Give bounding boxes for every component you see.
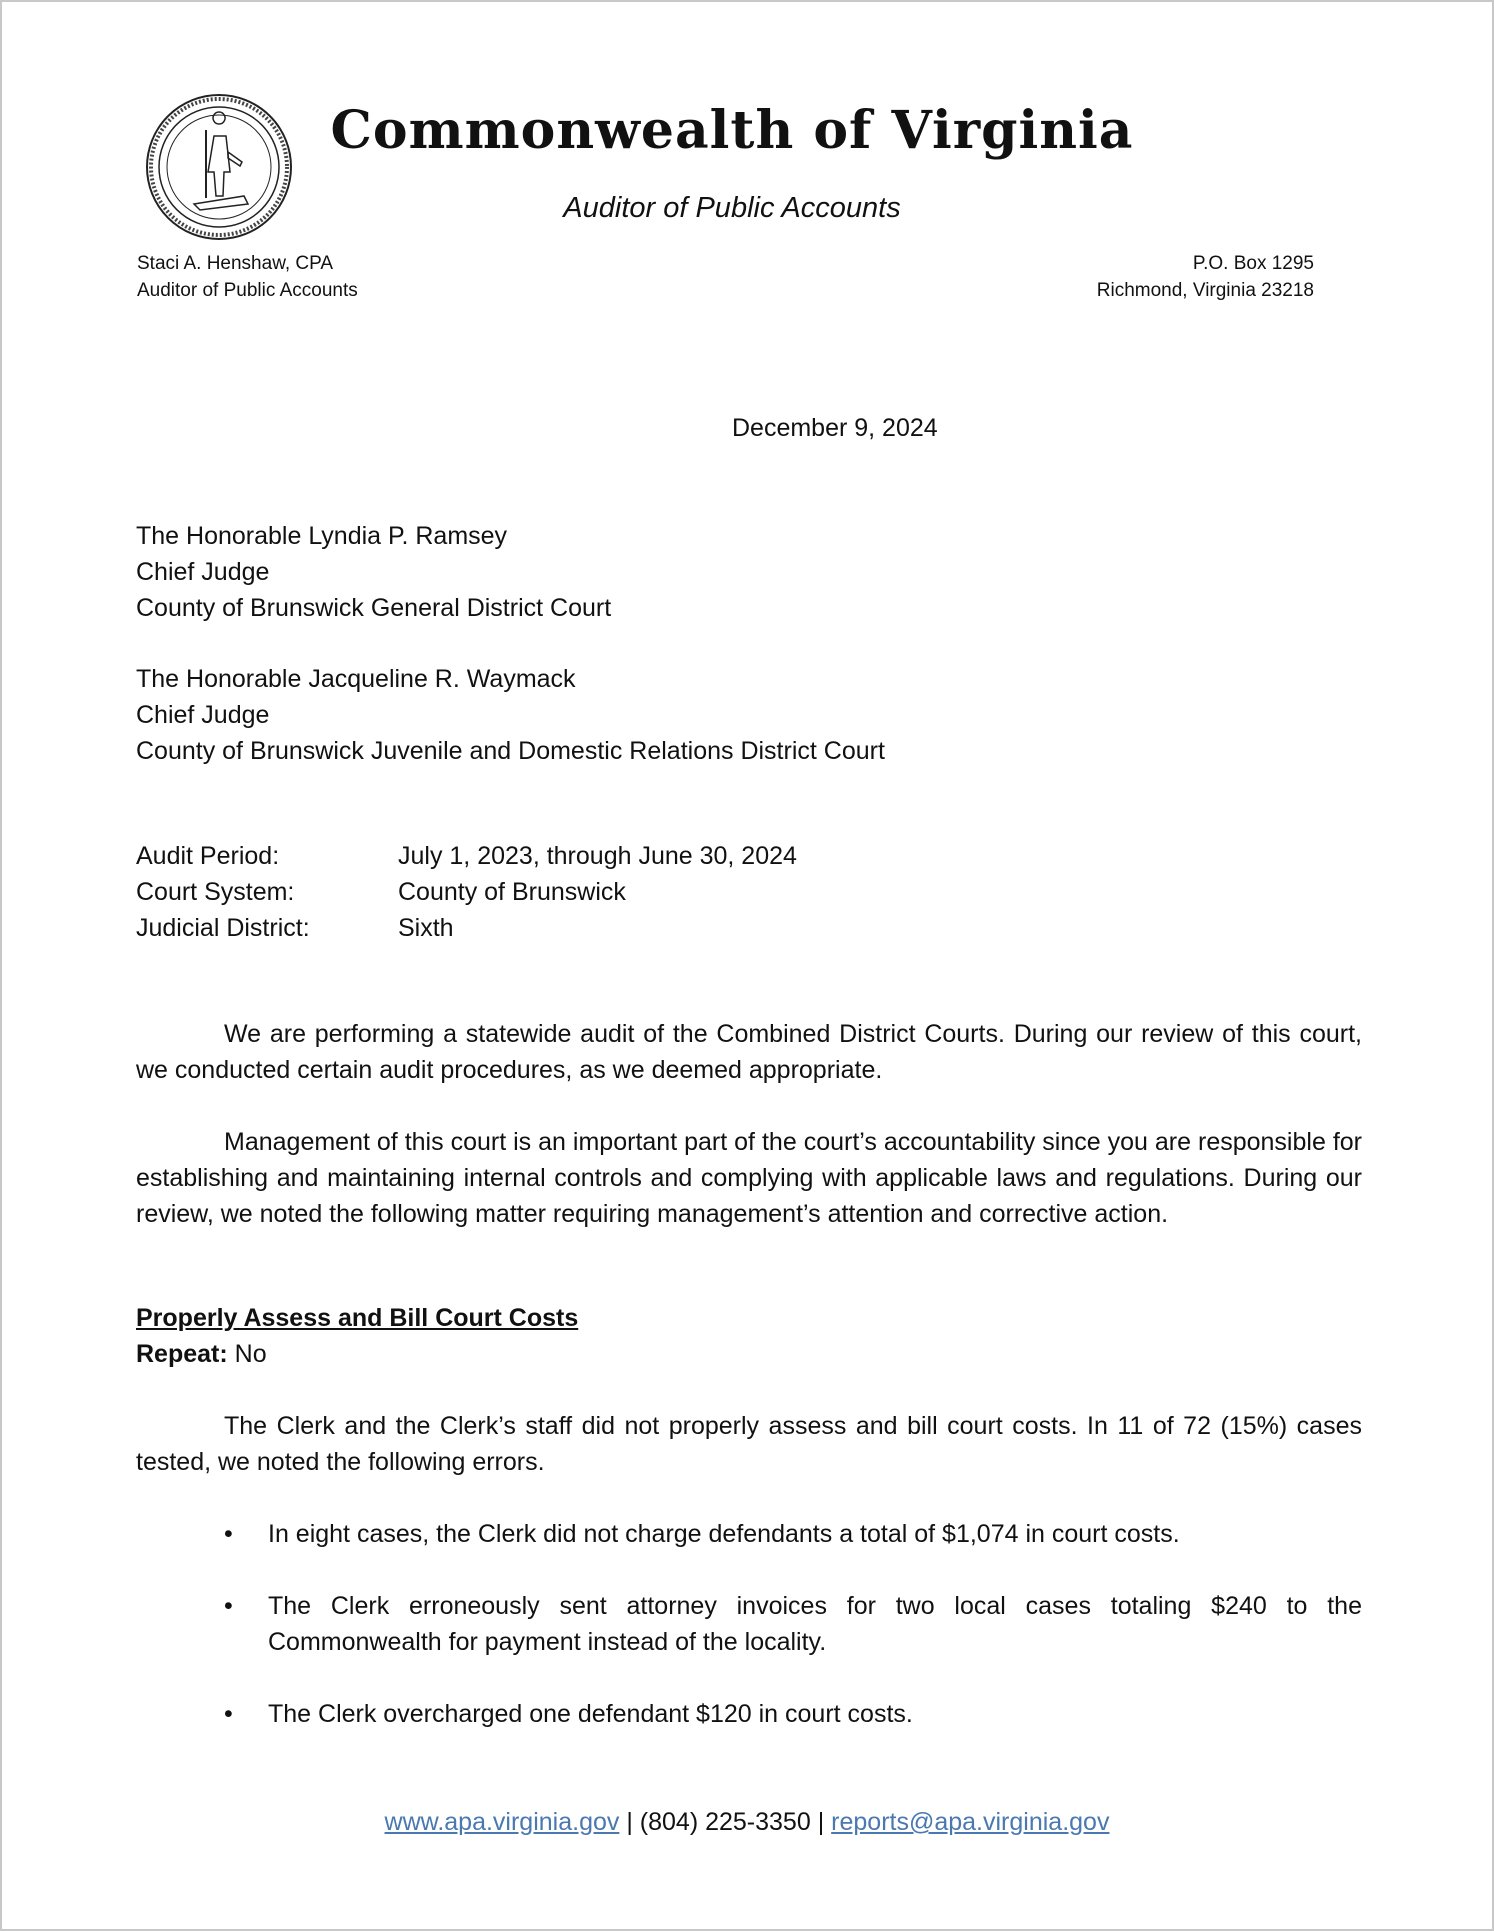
city-state-zip: Richmond, Virginia 23218 [1096, 280, 1314, 301]
recipient-block [136, 518, 611, 626]
address-block [1097, 250, 1314, 304]
footer-separator: | [626, 1808, 633, 1836]
recipient-block [136, 661, 885, 769]
bullet-list [136, 1516, 1362, 1768]
info-label: Court System: [136, 878, 295, 906]
auditor-title: Auditor of Public Accounts [137, 280, 358, 301]
paragraph-intro: We are performing a statewide audit of the Combined District Courts. During our review of this court, we conducted certain audit procedures, as we deemed appropriate. [136, 1020, 1362, 1084]
info-row [136, 838, 797, 874]
info-value: July 1, 2023, through June 30, 2024 [398, 842, 797, 870]
recipient-title: Chief Judge [136, 701, 270, 729]
bullet-text: The Clerk erroneously sent attorney invoices for two local cases totaling $240 to the Commonwealth for payment instead of the locality. [268, 1592, 1362, 1656]
bullet-icon: • [224, 1592, 233, 1620]
info-row [136, 874, 797, 910]
website-link[interactable]: www.apa.virginia.gov [384, 1808, 620, 1836]
recipient-title: Chief Judge [136, 558, 270, 586]
letter-date: December 9, 2024 [732, 414, 938, 442]
list-item [136, 1516, 1362, 1552]
repeat-label: Repeat: [136, 1340, 228, 1368]
paragraph-management: Management of this court is an important part of the court’s accountability since you are responsible for establishing and maintaining internal controls and complying with applicable laws and regulations. During our review, we noted the following matter requiring management’s attention and corrective action. [136, 1128, 1362, 1228]
audit-info-table [136, 838, 797, 946]
info-value: County of Brunswick [398, 878, 626, 906]
info-label: Judicial District: [136, 914, 310, 942]
paragraph-finding: The Clerk and the Clerk’s staff did not properly assess and bill court costs. In 11 of 72 (15%) cases tested, we noted the following errors. [136, 1412, 1362, 1476]
po-box: P.O. Box 1295 [1192, 253, 1314, 274]
recipient-name: The Honorable Jacqueline R. Waymack [136, 665, 576, 693]
auditor-block [137, 250, 358, 304]
footer-separator: | [817, 1808, 825, 1836]
page-footer [2, 1808, 1492, 1837]
bullet-icon: • [224, 1520, 233, 1548]
info-row [136, 910, 797, 946]
recipient-name: The Honorable Lyndia P. Ramsey [136, 522, 508, 550]
virginia-seal-icon [144, 92, 294, 242]
info-value: Sixth [398, 914, 454, 942]
auditor-name: Staci A. Henshaw, CPA [137, 253, 334, 274]
page-subtitle: Auditor of Public Accounts [563, 192, 901, 224]
bullet-text: In eight cases, the Clerk did not charge defendants a total of $1,074 in court costs. [268, 1520, 1180, 1548]
footer-phone: (804) 225-3350 [639, 1808, 811, 1836]
list-item [136, 1588, 1362, 1660]
repeat-value: No [234, 1340, 267, 1368]
bullet-icon: • [224, 1700, 233, 1728]
finding-heading: Properly Assess and Bill Court Costs [136, 1304, 579, 1332]
bullet-text: The Clerk overcharged one defendant $120 in court costs. [268, 1700, 913, 1728]
recipient-court: County of Brunswick Juvenile and Domestic Relations District Court [136, 737, 885, 765]
email-link[interactable]: reports@apa.virginia.gov [831, 1808, 1110, 1836]
page-title: Commonwealth of Virginia [330, 100, 1134, 161]
recipient-court: County of Brunswick General District Court [136, 594, 612, 622]
repeat-line [136, 1336, 267, 1372]
list-item [136, 1696, 1362, 1732]
info-label: Audit Period: [136, 842, 280, 870]
